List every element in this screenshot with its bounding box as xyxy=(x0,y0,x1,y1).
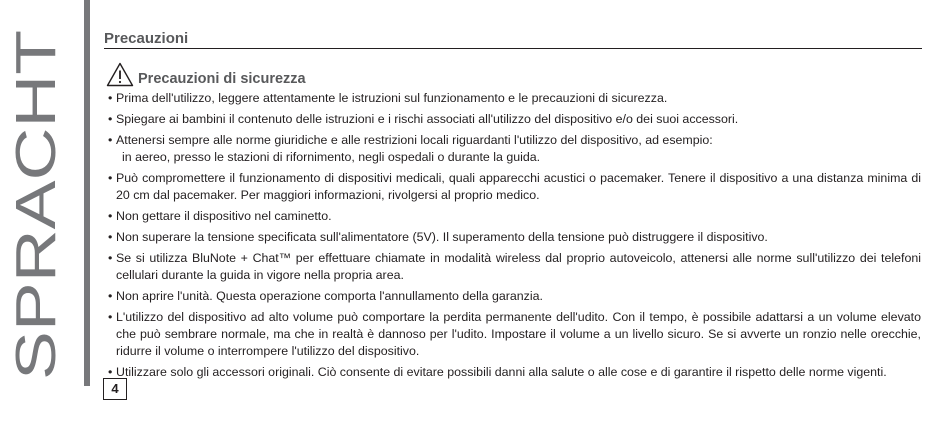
list-item: • L'utilizzo del dispositivo ad alto volume può comportare la perdita permanente dell'udito. Con il tempo, è possibile adattarsi a un volume elevato che può sembrare normale, ma che in realtà è dannoso per l'udito. Impostare il volume a un livello sicuro. Se si avverte un ronzio nelle orecchie, ridurre il volume o interrompere l'utilizzo del dispositivo. xyxy=(106,309,921,360)
list-item: • Prima dell'utilizzo, leggere attentamente le istruzioni sul funzionamento e le precauzioni di sicurezza. xyxy=(106,90,921,107)
section-heading xyxy=(106,62,921,87)
warning-triangle-icon xyxy=(106,62,134,87)
main-content xyxy=(106,62,921,385)
brand-wordmark: SPRACHT xyxy=(4,107,68,380)
list-item: • Non aprire l'unità. Questa operazione comporta l'annullamento della garanzia. xyxy=(106,288,921,305)
spracht-logo xyxy=(0,0,96,416)
page-header xyxy=(104,30,922,49)
list-item: • Attenersi sempre alle norme giuridiche e alle restrizioni locali riguardanti l'utilizzo del dispositivo, ad esempio: in aereo, presso le stazioni di rifornimento, negli ospedali o durante la guida. xyxy=(106,132,921,166)
list-item-subline: in aereo, presso le stazioni di rifornimento, negli ospedali o durante la guida. xyxy=(122,150,541,164)
page-number: 4 xyxy=(103,378,127,400)
list-item: • Non gettare il dispositivo nel caminetto. xyxy=(106,208,921,225)
list-item: • Spiegare ai bambini il contenuto delle istruzioni e i rischi associati all'utilizzo del dispositivo e/o dei suoi accessori. xyxy=(106,111,921,128)
list-item: • Non superare la tensione specificata sull'alimentatore (5V). Il superamento della tensione può distruggere il dispositivo. xyxy=(106,229,921,246)
section-title: Precauzioni di sicurezza xyxy=(138,71,306,87)
list-item: • Se si utilizza BluNote + Chat™ per effettuare chiamate in modalità wireless dal proprio autoveicolo, attenersi alle norme sull'utilizzo dei telefoni cellulari durante la guida in vigore nella propria area. xyxy=(106,250,921,284)
page-title: Precauzioni xyxy=(104,30,189,47)
list-item: • Utilizzare solo gli accessori originali. Ciò consente di evitare possibili danni alla salute o alle cose e di garantire il rispetto delle norme vigenti. xyxy=(106,364,921,381)
brand-divider-bar xyxy=(84,0,90,386)
list-item: • Può compromettere il funzionamento di dispositivi medicali, quali apparecchi acustici o pacemaker. Tenere il dispositivo a una distanza minima di 20 cm dal pacemaker. Per maggiori informazioni, rivolgersi al proprio medico. xyxy=(106,170,921,204)
precautions-list xyxy=(106,90,921,381)
brand-strip xyxy=(0,0,96,416)
